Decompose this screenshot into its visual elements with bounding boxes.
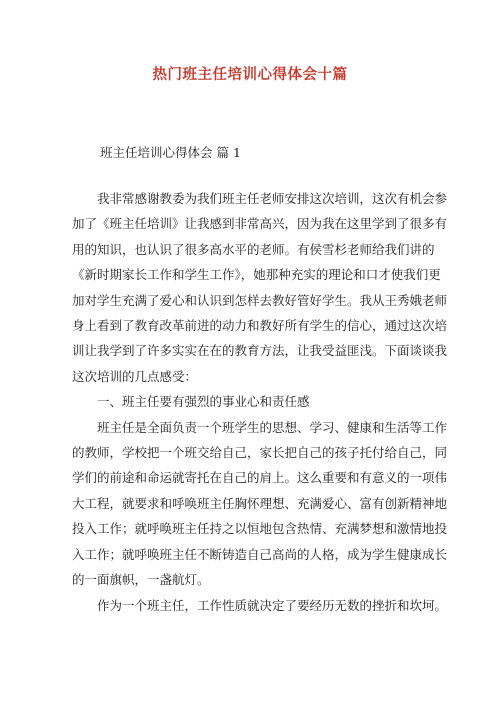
document-body <box>72 186 448 618</box>
paragraph-1 <box>72 186 448 389</box>
paragraph-line: 训让我学到了许多实实在在的教育方法，让我受益匪浅。下面谈谈我 <box>72 343 448 359</box>
paragraph-line: 入工作；就呼唤班主任不断铸造自己高尚的人格，成为学生健康成长 <box>72 546 448 562</box>
paragraph-2 <box>72 415 448 593</box>
section-heading: 班主任培训心得体会 篇 1 <box>100 145 241 160</box>
paragraph-line: 《新时期家长工作和学生工作》，她那种充实的理论和口才使我们更 <box>72 267 441 283</box>
paragraph-line: 加了《班主任培训》让我感到非常高兴，因为我在这里学到了很多有 <box>72 216 448 232</box>
paragraph-line: 这次培训的几点感受： <box>72 368 198 384</box>
paragraph-line: 用的知识，也认识了很多高水平的老师。有侯雪杉老师给我们讲的 <box>72 241 435 257</box>
paragraph-line: 加对学生充满了爱心和认识到怎样去教好管好学生。我从王秀娥老师 <box>72 292 448 308</box>
paragraph-line: 投入工作；就呼唤班主任持之以恒地包含热情、充满梦想和激情地投 <box>72 521 448 537</box>
document-title: 热门班主任培训心得体会十篇 <box>152 66 348 83</box>
paragraph-line: 班主任是全面负责一个班学生的思想、学习、健康和生活等工作 <box>97 419 448 435</box>
paragraph-3 <box>72 593 448 618</box>
paragraph-line: 大工程，就要求和呼唤班主任胸怀理想、充满爱心、富有创新精神地 <box>72 495 448 511</box>
paragraph-line: 身上看到了教育改革前进的动力和教好所有学生的信心，通过这次培 <box>72 318 448 334</box>
subheading: 一、班主任要有强烈的事业心和责任感 <box>97 394 310 410</box>
paragraph-line: 作为一个班主任，工作性质就决定了要经历无数的挫折和坎坷。 <box>97 597 448 613</box>
paragraph-line: 我非常感谢教委为我们班主任老师安排这次培训，这次有机会参 <box>97 191 448 206</box>
paragraph-line: 的一面旗帜，一盏航灯。 <box>72 572 210 588</box>
paragraph-line: 的教师，学校把一个班交给自己，家长把自己的孩子托付给自己，同 <box>72 445 448 461</box>
paragraph-line: 学们的前途和命运就寄托在自己的肩上。这么重要和有意义的一项伟 <box>72 470 448 486</box>
